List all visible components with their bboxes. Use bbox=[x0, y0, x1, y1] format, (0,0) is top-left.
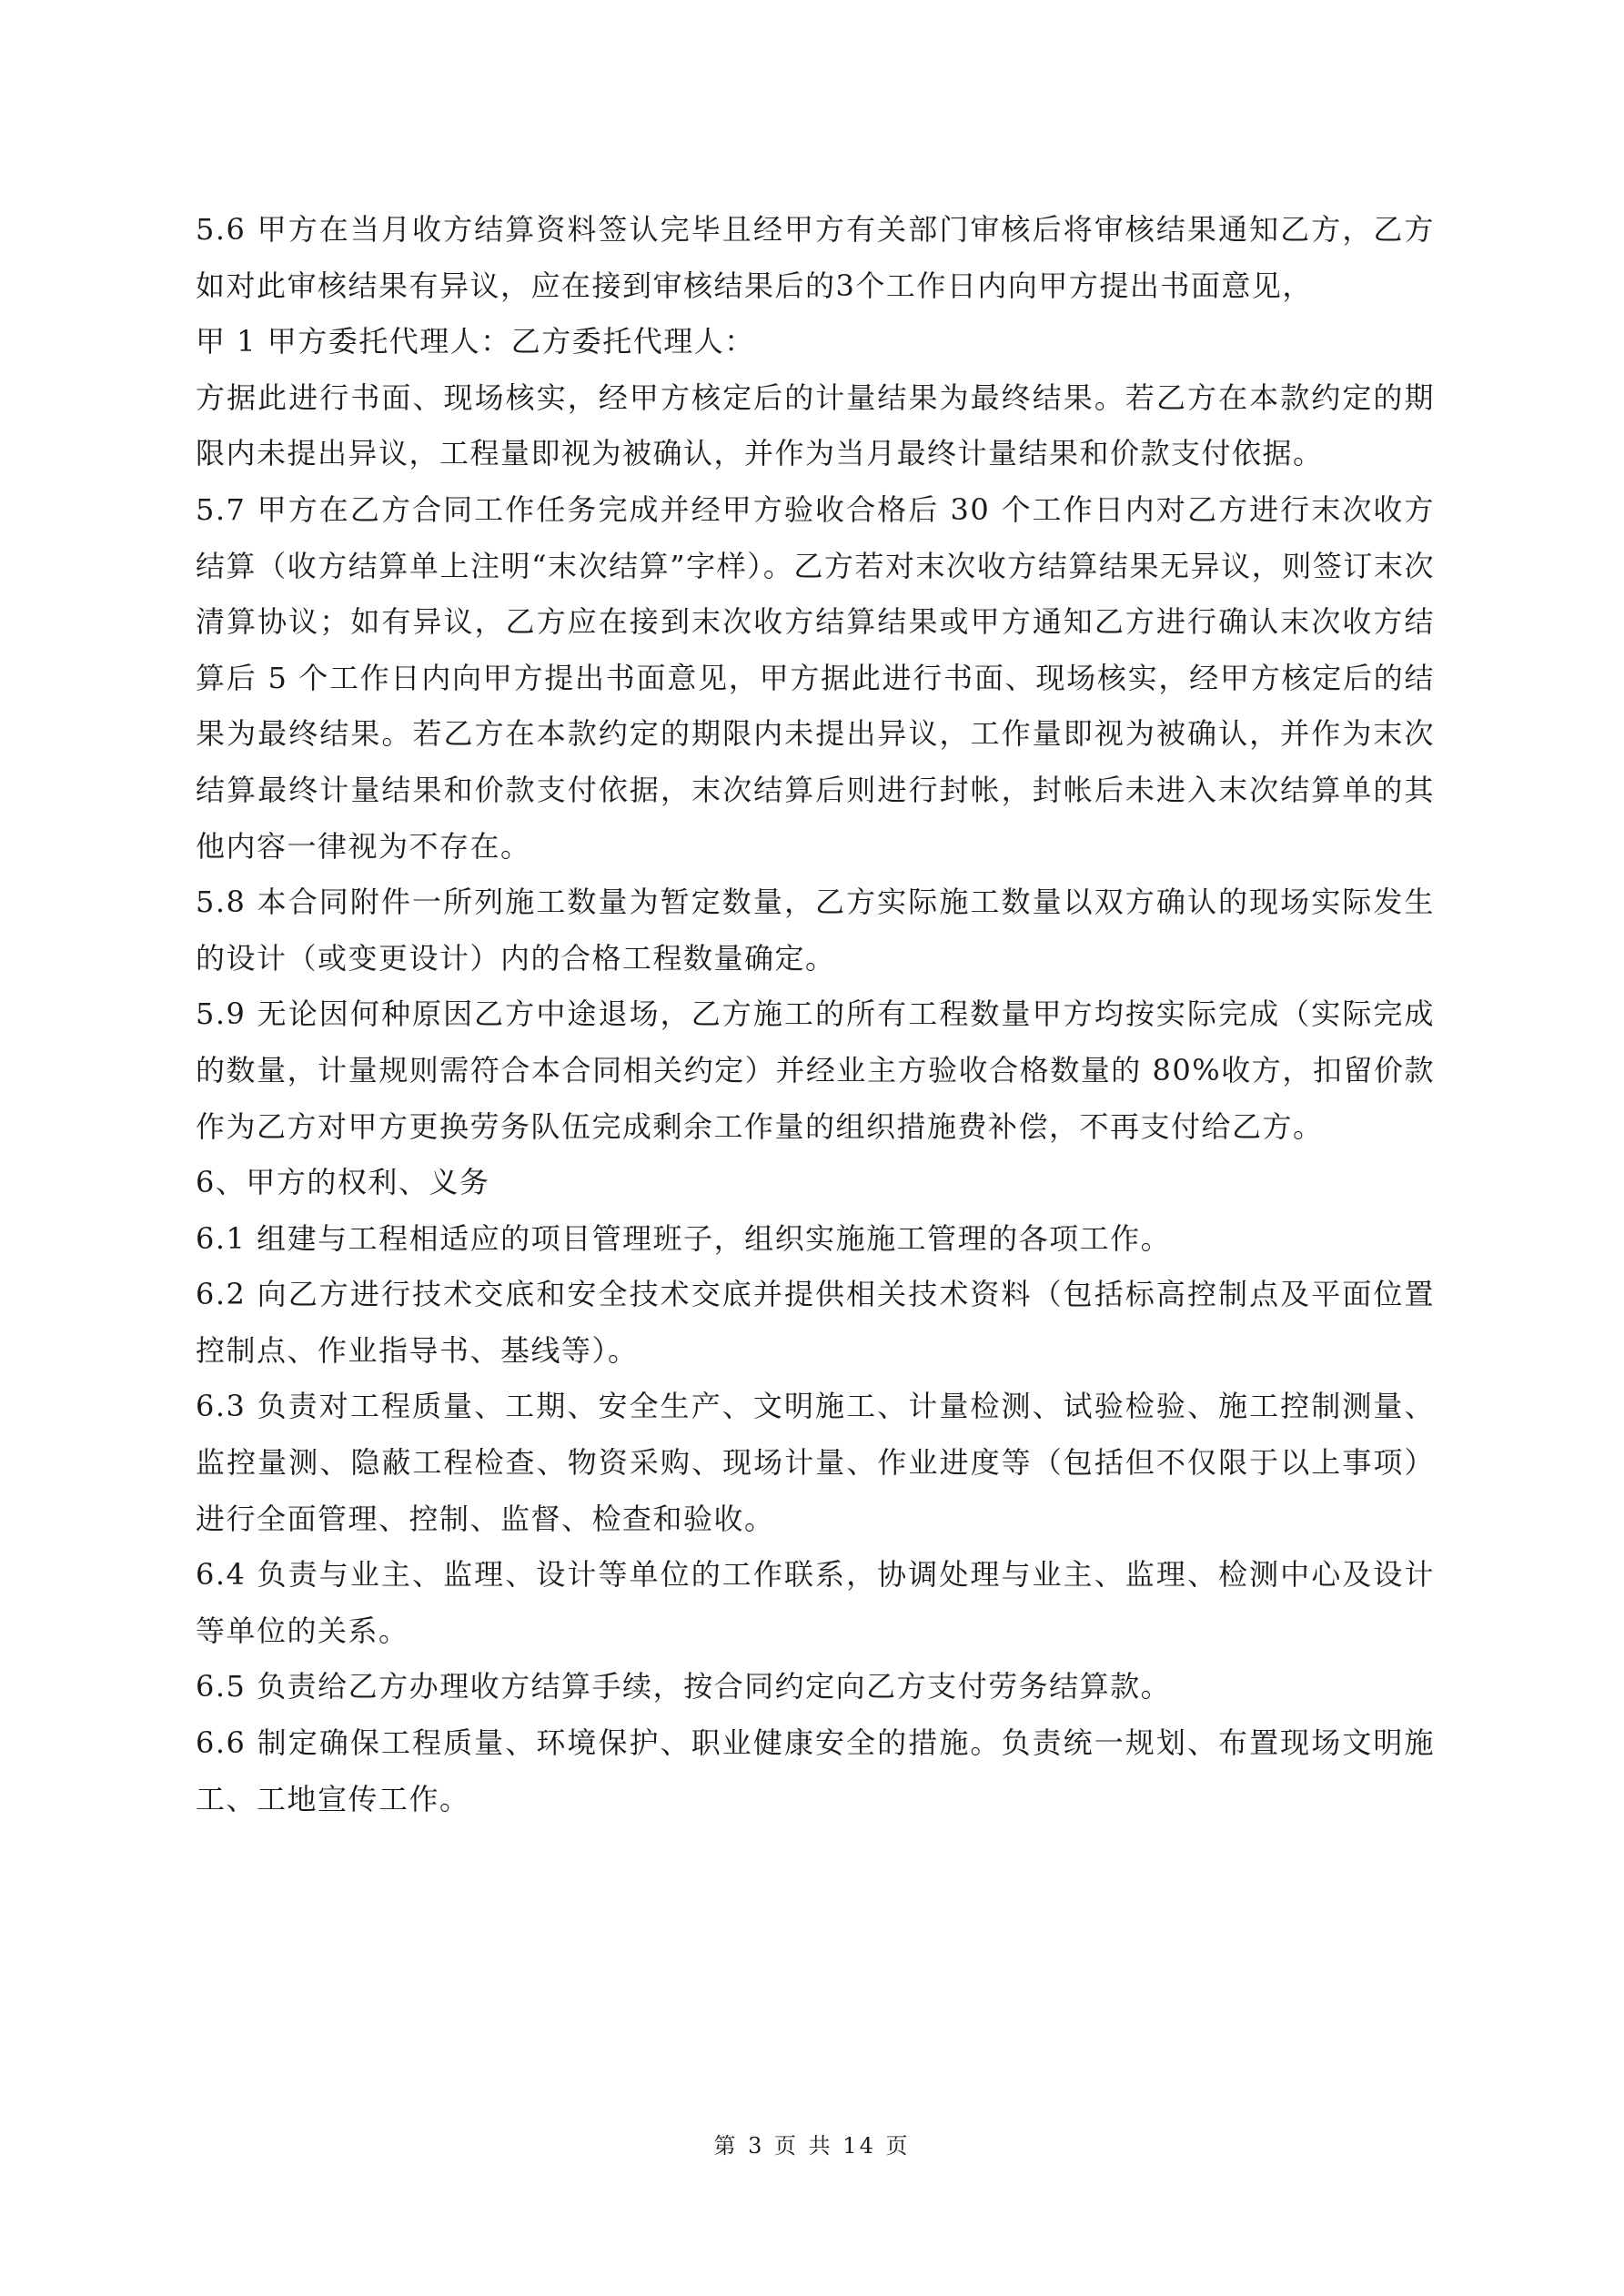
clause-6-5: 6.5 负责给乙方办理收方结算手续，按合同约定向乙方支付劳务结算款。 bbox=[196, 1669, 1172, 1704]
clause-5-7: 5.7 甲方在乙方合同工作任务完成并经甲方验收合格后 30 个工作日内对乙方进行末次收方结算（收方结算单上注明“末次结算”字样）。乙方若对末次收方结算结果无异议，则签订末次清算协议；如有异议，乙方应在接到末次收方结算结果或甲方通知乙方进行确认末次收方结算后 5 个工作日内向甲方提出书面意见，甲方据此进行书面、现场核实，经甲方核定后的结果为最终结果。若乙方在本款约定的期限内未提出异议，工作量即视为被确认，并作为末次结算最终计量结果和价款支付依据，末次结算后则进行封帐，封帐后未进入末次结算单的其他内容一律视为不存在。 bbox=[196, 491, 1435, 864]
clause-5-9: 5.9 无论因何种原因乙方中途退场，乙方施工的所有工程数量甲方均按实际完成（实际完成的数量，计量规则需符合本合同相关约定）并经业主方验收合格数量的 80%收方，扣留价款作为乙方对甲方更换劳务队伍完成剩余工作量的组织措施费补偿，不再支付给乙方。 bbox=[196, 996, 1435, 1144]
clause-6-4: 6.4 负责与业主、监理、设计等单位的工作联系，协调处理与业主、监理、检测中心及设计等单位的关系。 bbox=[196, 1557, 1435, 1648]
clause-5-6: 5.6 甲方在当月收方结算资料签认完毕且经甲方有关部门审核后将审核结果通知乙方，乙方如对此审核结果有异议，应在接到审核结果后的3个工作日内向甲方提出书面意见， bbox=[196, 212, 1435, 303]
signature-line: 甲 1 甲方委托代理人：乙方委托代理人： bbox=[196, 324, 755, 359]
page-number-footer: 第 3 页 共 14 页 bbox=[713, 2133, 911, 2159]
clause-5-6-continued: 方据此进行书面、现场核实，经甲方核定后的计量结果为最终结果。若乙方在本款约定的期限内未提出异议，工程量即视为被确认，并作为当月最终计量结果和价款支付依据。 bbox=[196, 379, 1435, 471]
section-6-heading: 6、甲方的权利、义务 bbox=[196, 1165, 490, 1200]
clause-5-8: 5.8 本合同附件一所列施工数量为暂定数量，乙方实际施工数量以双方确认的现场实际发生的设计（或变更设计）内的合格工程数量确定。 bbox=[196, 885, 1435, 976]
clause-6-1: 6.1 组建与工程相适应的项目管理班子，组织实施施工管理的各项工作。 bbox=[196, 1220, 1172, 1256]
document-body bbox=[196, 202, 1435, 1827]
clause-6-2: 6.2 向乙方进行技术交底和安全技术交底并提供相关技术资料（包括标高控制点及平面位置控制点、作业指导书、基线等）。 bbox=[196, 1277, 1435, 1368]
clause-6-6: 6.6 制定确保工程质量、环境保护、职业健康安全的措施。负责统一规划、布置现场文明施工、工地宣传工作。 bbox=[196, 1725, 1435, 1816]
clause-6-3: 6.3 负责对工程质量、工期、安全生产、文明施工、计量检测、试验检验、施工控制测量、监控量测、隐蔽工程检查、物资采购、现场计量、作业进度等（包括但不仅限于以上事项）进行全面管理、控制、监督、检查和验收。 bbox=[196, 1389, 1435, 1536]
